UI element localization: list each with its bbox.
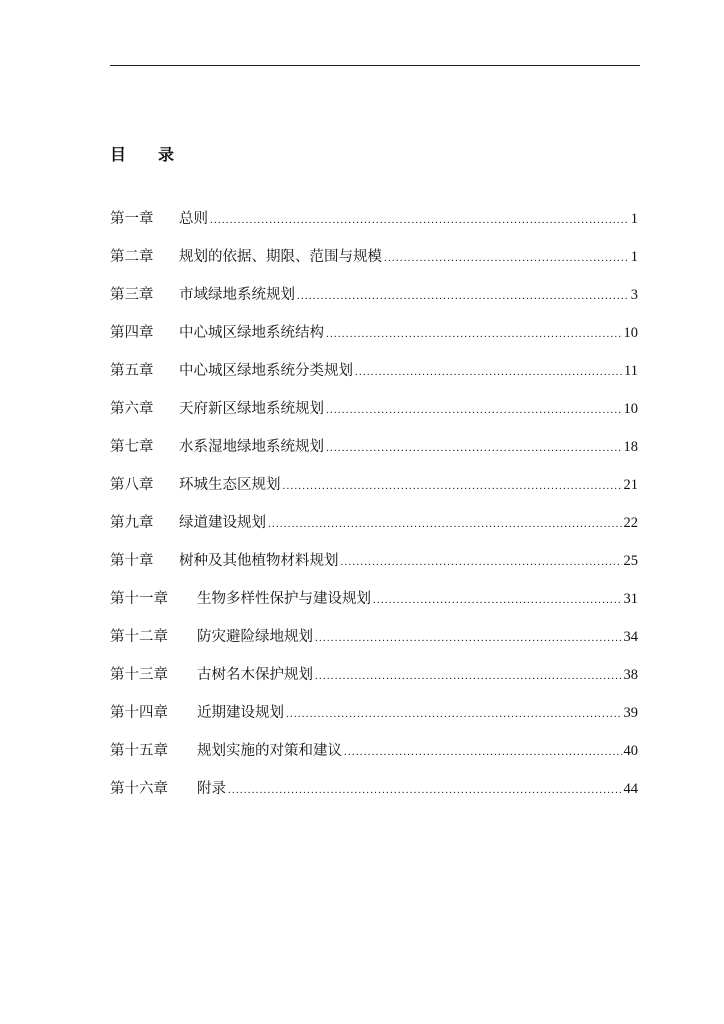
toc-entry-page-number: 40 xyxy=(623,743,638,759)
toc-entry-title: 古树名木保护规划 xyxy=(197,667,313,683)
toc-entry-title: 水系湿地绿地系统规划 xyxy=(179,439,324,455)
toc-entry[interactable] xyxy=(110,580,638,618)
toc-entry-chapter: 第九章 xyxy=(110,515,154,531)
toc-entry-chapter: 第七章 xyxy=(110,439,154,455)
toc-list xyxy=(110,200,638,808)
toc-entry-page-number: 38 xyxy=(623,667,638,683)
toc-entry[interactable] xyxy=(110,428,638,466)
toc-entry-leader xyxy=(268,505,622,543)
toc-entry[interactable] xyxy=(110,390,638,428)
toc-entry-chapter: 第十二章 xyxy=(110,629,168,645)
toc-entry-chapter: 第十四章 xyxy=(110,705,168,721)
toc-entry-page-number: 21 xyxy=(623,477,638,493)
toc-entry-chapter: 第十一章 xyxy=(110,591,168,607)
toc-entry-page-number: 3 xyxy=(630,287,638,303)
toc-entry-chapter: 第十三章 xyxy=(110,667,168,683)
toc-entry-chapter: 第八章 xyxy=(110,477,154,493)
toc-entry[interactable] xyxy=(110,694,638,732)
toc-entry[interactable] xyxy=(110,656,638,694)
toc-entry-title: 树种及其他植物材料规划 xyxy=(179,553,339,569)
toc-entry-chapter: 第六章 xyxy=(110,401,154,417)
toc-entry-page-number: 10 xyxy=(623,325,638,341)
toc-entry-leader xyxy=(228,771,622,809)
toc-entry-title: 生物多样性保护与建设规划 xyxy=(197,591,371,607)
toc-title xyxy=(110,142,174,165)
toc-entry-leader xyxy=(210,201,629,239)
toc-entry-title: 规划的依据、期限、范围与规模 xyxy=(179,249,382,265)
toc-entry-page-number: 25 xyxy=(623,553,638,569)
toc-entry[interactable] xyxy=(110,200,638,238)
toc-entry[interactable] xyxy=(110,352,638,390)
toc-entry-leader xyxy=(283,467,622,505)
toc-entry-leader xyxy=(326,429,622,467)
toc-entry[interactable] xyxy=(110,276,638,314)
toc-title-char-1: 目 xyxy=(110,145,127,164)
toc-entry-leader xyxy=(326,315,622,353)
toc-entry-leader xyxy=(344,733,622,771)
toc-entry-title: 环城生态区规划 xyxy=(179,477,281,493)
toc-entry-title: 天府新区绿地系统规划 xyxy=(179,401,324,417)
toc-entry-title: 中心城区绿地系统结构 xyxy=(179,325,324,341)
toc-entry-leader xyxy=(297,277,629,315)
toc-entry-page-number: 11 xyxy=(624,363,638,379)
toc-entry-page-number: 31 xyxy=(623,591,638,607)
toc-entry-leader xyxy=(373,581,622,619)
toc-entry-leader xyxy=(384,239,629,277)
toc-entry-chapter: 第一章 xyxy=(110,211,154,227)
toc-entry-page-number: 1 xyxy=(630,249,638,265)
toc-entry-chapter: 第十章 xyxy=(110,553,154,569)
toc-entry[interactable] xyxy=(110,504,638,542)
toc-entry[interactable] xyxy=(110,618,638,656)
toc-entry-leader xyxy=(341,543,622,581)
toc-entry-page-number: 34 xyxy=(623,629,638,645)
toc-entry-leader xyxy=(326,391,622,429)
toc-entry-chapter: 第十六章 xyxy=(110,781,168,797)
toc-entry-title: 规划实施的对策和建议 xyxy=(197,743,342,759)
toc-entry[interactable] xyxy=(110,770,638,808)
toc-entry-title: 绿道建设规划 xyxy=(179,515,266,531)
toc-entry-chapter: 第三章 xyxy=(110,287,154,303)
toc-title-char-2: 录 xyxy=(158,145,175,164)
toc-entry-page-number: 18 xyxy=(623,439,638,455)
toc-entry-chapter: 第二章 xyxy=(110,249,154,265)
toc-entry[interactable] xyxy=(110,314,638,352)
toc-entry-page-number: 1 xyxy=(630,211,638,227)
header-rule xyxy=(110,65,640,66)
toc-entry-leader xyxy=(286,695,622,733)
toc-entry-leader xyxy=(355,353,622,391)
toc-entry[interactable] xyxy=(110,238,638,276)
toc-entry-page-number: 10 xyxy=(623,401,638,417)
toc-entry-chapter: 第四章 xyxy=(110,325,154,341)
toc-entry-leader xyxy=(315,619,622,657)
toc-entry-leader xyxy=(315,657,622,695)
toc-entry-title: 市域绿地系统规划 xyxy=(179,287,295,303)
toc-entry-title: 总则 xyxy=(179,211,208,227)
toc-entry-title: 附录 xyxy=(197,781,226,797)
toc-entry[interactable] xyxy=(110,466,638,504)
toc-entry-chapter: 第十五章 xyxy=(110,743,168,759)
toc-entry-title: 防灾避险绿地规划 xyxy=(197,629,313,645)
toc-entry-title: 近期建设规划 xyxy=(197,705,284,721)
toc-entry-page-number: 22 xyxy=(623,515,638,531)
toc-entry-page-number: 39 xyxy=(623,705,638,721)
toc-entry[interactable] xyxy=(110,542,638,580)
toc-entry-title: 中心城区绿地系统分类规划 xyxy=(179,363,353,379)
toc-entry-chapter: 第五章 xyxy=(110,363,154,379)
toc-entry[interactable] xyxy=(110,732,638,770)
toc-entry-page-number: 44 xyxy=(623,781,638,797)
